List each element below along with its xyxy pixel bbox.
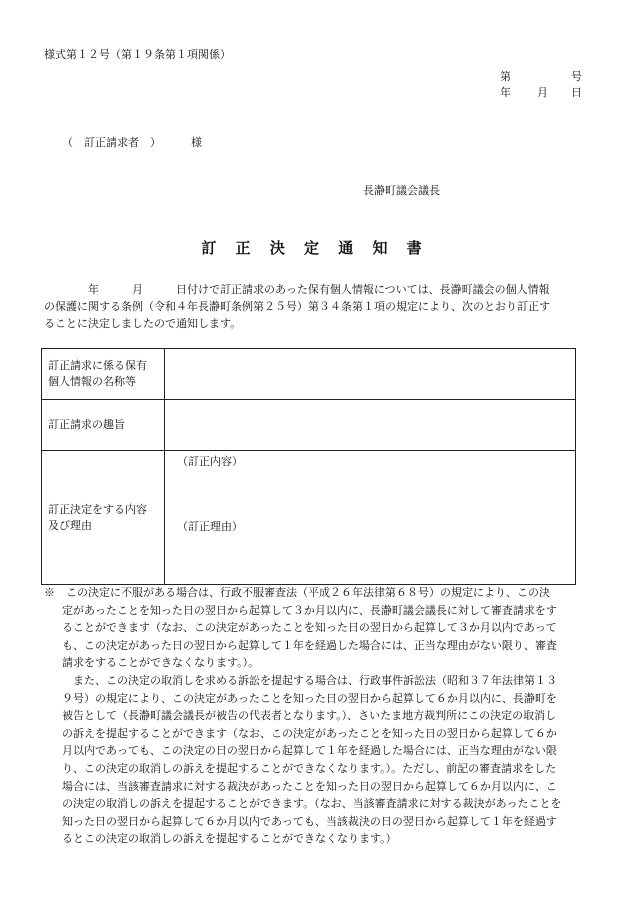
correction-content-label: （訂正内容） [177, 455, 243, 468]
notice-line: るとこの決定の取消しの訴えを提起することができなくなります。） [62, 832, 397, 846]
notice-line: の決定の取消しの訴えを提起することができます。（なお、当該審査請求に対する裁決があったことを [62, 797, 562, 811]
document-title: 訂 正 決 定 通 知 書 [201, 239, 429, 257]
notice-line: 月以内であっても、この決定の日の翌日から起算して１年を経過した場合には、正当な理由がない限 [62, 744, 557, 758]
notice-line: の訴えを提起することができます（なお、この決定があったことを知った日の翌日から起算して６か [62, 726, 557, 740]
document-number-label: 第 [500, 70, 511, 83]
intro-line: ることに決定しましたので通知します。 [44, 317, 242, 330]
notice-line: 被告として（長瀞町議会議長が被告の代表者となります。）、さいたま地方裁判所にこの決定の取消し [62, 709, 557, 723]
decision-content-field[interactable] [165, 451, 576, 585]
label-line: 訂正請求に係る保有 [48, 359, 147, 372]
notice-line: 場合には、当該審査請求に対する裁決があったことを知った日の翌日から起算して６か月以内に、こ [62, 779, 557, 793]
document-number-suffix: 号 [571, 70, 582, 83]
notice-line: り、この決定の取消しの訴えを提起することができなくなります。）。ただし、前記の審査請求をした [62, 761, 557, 775]
date-year-label: 年 [500, 86, 511, 99]
form-number: 様式第１２号（第１９条第１項関係） [44, 48, 231, 61]
intro-paragraph [44, 281, 584, 332]
table-row [42, 451, 576, 585]
notice-line: ９号）の規定により、この決定があったことを知った日の翌日から起算して６か月以内に、長瀞町を [62, 691, 557, 705]
label-line: 個人情報の名称等 [48, 375, 136, 388]
notice-line: 知った日の翌日から起算して６か月以内であっても、当該裁決の日の翌日から起算して１年を経過す [62, 814, 557, 828]
intro-line: 年 月 日付けで訂正請求のあった保有個人情報については、長瀞町議会の個人情報 [44, 283, 550, 296]
decision-content-label [42, 451, 165, 585]
date-day-label: 日 [571, 86, 582, 99]
table-row [42, 349, 576, 400]
notice-line: また、この決定の取消しを求める訴訟を提起する場合は、行政事件訴訟法（昭和３７年法律第１３ [62, 673, 557, 687]
addressee [62, 134, 202, 150]
notice-line: 請求をすることができなくなります。）。 [62, 656, 260, 670]
intro-line: の保護に関する条例（令和４年長瀞町条例第２５号）第３４条第１項の規定により、次のとおり訂正す [44, 300, 550, 313]
decision-table [41, 348, 576, 585]
label-line: 訂正決定をする内容 [48, 502, 147, 516]
addressee-honorific: 様 [191, 136, 202, 149]
notice-line: ることができます（なお、この決定があったことを知った日の翌日から起算して３か月以内であって [62, 621, 557, 635]
notice-line: ※ この決定に不服がある場合は、行政不服審査法（平成２６年法律第６８号）の規定により、この決 [44, 586, 550, 599]
personal-info-name-label [42, 349, 165, 400]
notice-line: も、この決定があった日の翌日から起算して１年を経過した場合には、正当な理由がない限り、審査 [62, 638, 557, 652]
sender-name: 長瀞町議会議長 [363, 184, 440, 197]
label-line: 及び理由 [48, 518, 92, 532]
request-purpose-field[interactable] [165, 400, 576, 451]
date-month-label: 月 [537, 86, 548, 99]
personal-info-name-field[interactable] [165, 349, 576, 400]
notice-line: 定があったことを知った日の翌日から起算して３か月以内に、長瀞町議会議長に対して審査請求をす [62, 603, 557, 617]
correction-reason-label: （訂正理由） [177, 520, 243, 533]
appeal-notice [44, 584, 589, 848]
table-row [42, 400, 576, 451]
request-purpose-label: 訂正請求の趣旨 [42, 400, 165, 451]
addressee-label: （ 訂正請求者 ） [62, 136, 161, 149]
